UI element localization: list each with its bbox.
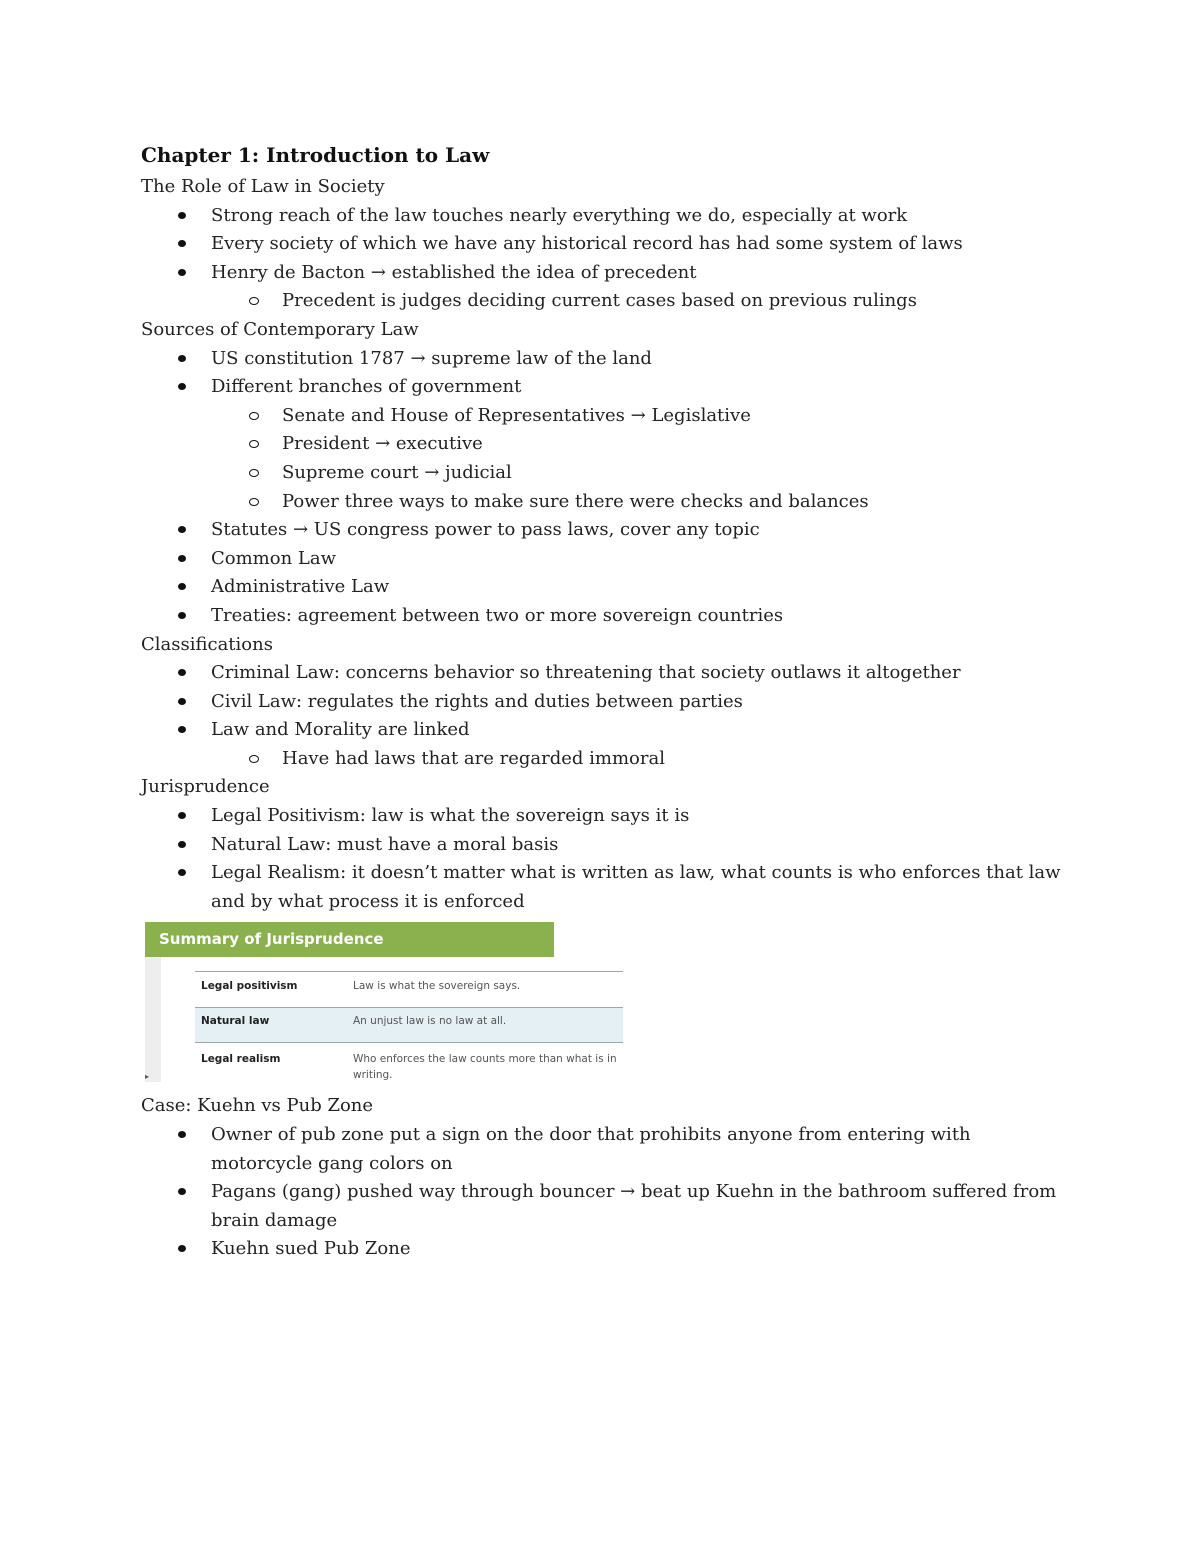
list-item xyxy=(141,230,1071,259)
bullet-icon xyxy=(178,1245,186,1252)
sub-list-item-text: Senate and House of Representatives → Legislative xyxy=(282,404,751,426)
list-item-text: Administrative Law xyxy=(211,576,390,598)
list-item xyxy=(141,1235,1071,1264)
bullet-icon xyxy=(178,240,186,247)
bullet-icon xyxy=(178,383,186,390)
bullet-icon xyxy=(178,1188,186,1195)
list-item-text: Henry de Bacton → established the idea of precedent xyxy=(211,261,697,283)
list-item xyxy=(141,831,1071,860)
bullet-icon xyxy=(178,812,186,819)
bullet-icon xyxy=(178,841,186,848)
list-item xyxy=(141,259,1071,316)
hollow-bullet-icon xyxy=(249,469,259,477)
list-item-text: Common Law xyxy=(211,547,336,569)
sub-list xyxy=(211,287,1071,316)
list-item-text: Legal Realism: it doesn’t matter what is written as law, what counts is who enforces that law and by what process it is enforced xyxy=(211,862,1061,912)
list-item xyxy=(141,573,1071,602)
jurisprudence-table xyxy=(195,971,623,1083)
bullet-icon xyxy=(178,555,186,562)
hollow-bullet-icon xyxy=(249,755,259,763)
list-item xyxy=(141,1121,1071,1178)
bullet-icon xyxy=(178,583,186,590)
bullet-icon xyxy=(178,612,186,619)
list-item xyxy=(141,516,1071,545)
bullet-icon xyxy=(178,212,186,219)
hollow-bullet-icon xyxy=(249,297,259,305)
bullet-list xyxy=(141,659,1071,773)
list-item-text: Treaties: agreement between two or more sovereign countries xyxy=(211,604,784,626)
bullet-icon xyxy=(178,355,186,362)
table-term: Natural law xyxy=(195,1008,347,1043)
section-jurisprudence xyxy=(141,773,1071,916)
hollow-bullet-icon xyxy=(249,412,259,420)
list-item xyxy=(141,602,1071,631)
list-item xyxy=(141,716,1071,773)
list-item xyxy=(141,345,1071,374)
table-term: Legal realism xyxy=(201,1053,281,1066)
sub-list-item xyxy=(211,488,1071,517)
hollow-bullet-icon xyxy=(249,498,259,506)
list-item-text: Strong reach of the law touches nearly everything we do, especially at work xyxy=(211,204,908,226)
figure-side-bar xyxy=(145,957,161,1082)
table-description: Who enforces the law counts more than what is in writing. xyxy=(353,1053,617,1082)
bullet-icon xyxy=(178,269,186,276)
list-item-text: Owner of pub zone put a sign on the door that prohibits anyone from entering with motorcycle gang colors on xyxy=(211,1124,971,1174)
sub-list-item xyxy=(211,402,1071,431)
sub-list-item-text: Have had laws that are regarded immoral xyxy=(282,747,665,769)
bullet-list xyxy=(141,802,1071,916)
list-item-text: Every society of which we have any historical record has had some system of laws xyxy=(211,233,963,255)
list-item xyxy=(141,545,1071,574)
bullet-icon xyxy=(178,726,186,733)
bullet-icon xyxy=(178,1131,186,1138)
table-row xyxy=(195,1043,623,1084)
bullet-icon xyxy=(178,526,186,533)
list-item xyxy=(141,202,1071,231)
sub-list-item-text: Supreme court → judicial xyxy=(282,461,512,483)
section-heading: Classifications xyxy=(141,633,273,655)
table-row xyxy=(195,972,623,1008)
section-sources-of-law xyxy=(141,316,1071,631)
bullet-list xyxy=(141,345,1071,631)
list-item-text: US constitution 1787 → supreme law of the land xyxy=(211,347,652,369)
document-page xyxy=(141,140,1071,1264)
list-item-text: Natural Law: must have a moral basis xyxy=(211,833,559,855)
sub-list-item xyxy=(211,430,1071,459)
sub-list xyxy=(211,745,1071,774)
table-term: Legal positivism xyxy=(201,980,298,993)
jurisprudence-summary-image xyxy=(145,922,625,1086)
bullet-list xyxy=(141,1121,1071,1264)
section-heading: Jurisprudence xyxy=(141,776,270,798)
list-item-text: Legal Positivism: law is what the sovereign says it is xyxy=(211,805,690,827)
list-item-text: Criminal Law: concerns behavior so threatening that society outlaws it altogether xyxy=(211,662,961,684)
figure-banner: Summary of Jurisprudence xyxy=(145,922,554,957)
bullet-list xyxy=(141,202,1071,316)
list-item-text: Different branches of government xyxy=(211,376,522,398)
list-item-text: Statutes → US congress power to pass laws, cover any topic xyxy=(211,519,760,541)
sub-list-item xyxy=(211,745,1071,774)
list-item xyxy=(141,1178,1071,1235)
list-item xyxy=(141,688,1071,717)
section-heading: The Role of Law in Society xyxy=(141,176,385,197)
bullet-icon xyxy=(178,869,186,876)
section-heading: Sources of Contemporary Law xyxy=(141,318,419,340)
image-anchor-icon: ▸ xyxy=(145,1072,150,1082)
table-description: An unjust law is no law at all. xyxy=(347,1008,623,1043)
list-item-text: Law and Morality are linked xyxy=(211,719,470,741)
sub-list-item-text: Precedent is judges deciding current cases based on previous rulings xyxy=(282,290,917,312)
section-classifications xyxy=(141,631,1071,774)
table-row xyxy=(195,1008,623,1043)
sub-list-item xyxy=(211,459,1071,488)
list-item xyxy=(141,373,1071,516)
sub-list-item-text: President → executive xyxy=(282,433,483,455)
list-item-text: Pagans (gang) pushed way through bouncer → beat up Kuehn in the bathroom suffered from brain damage xyxy=(211,1181,1057,1231)
table-description: Law is what the sovereign says. xyxy=(353,980,521,993)
bullet-icon xyxy=(178,698,186,705)
list-item-text: Kuehn sued Pub Zone xyxy=(211,1238,411,1260)
list-item xyxy=(141,659,1071,688)
section-case xyxy=(141,1092,1071,1264)
list-item xyxy=(141,859,1071,916)
list-item xyxy=(141,802,1071,831)
sub-list xyxy=(211,402,1071,516)
list-item-text: Civil Law: regulates the rights and duties between parties xyxy=(211,690,743,712)
section-heading: Case: Kuehn vs Pub Zone xyxy=(141,1095,374,1117)
hollow-bullet-icon xyxy=(249,440,259,448)
section-role-of-law xyxy=(141,173,1071,316)
sub-list-item xyxy=(211,287,1071,316)
bullet-icon xyxy=(178,669,186,676)
sub-list-item-text: Power three ways to make sure there were checks and balances xyxy=(282,490,869,512)
page-title: Chapter 1: Introduction to Law xyxy=(141,143,490,167)
